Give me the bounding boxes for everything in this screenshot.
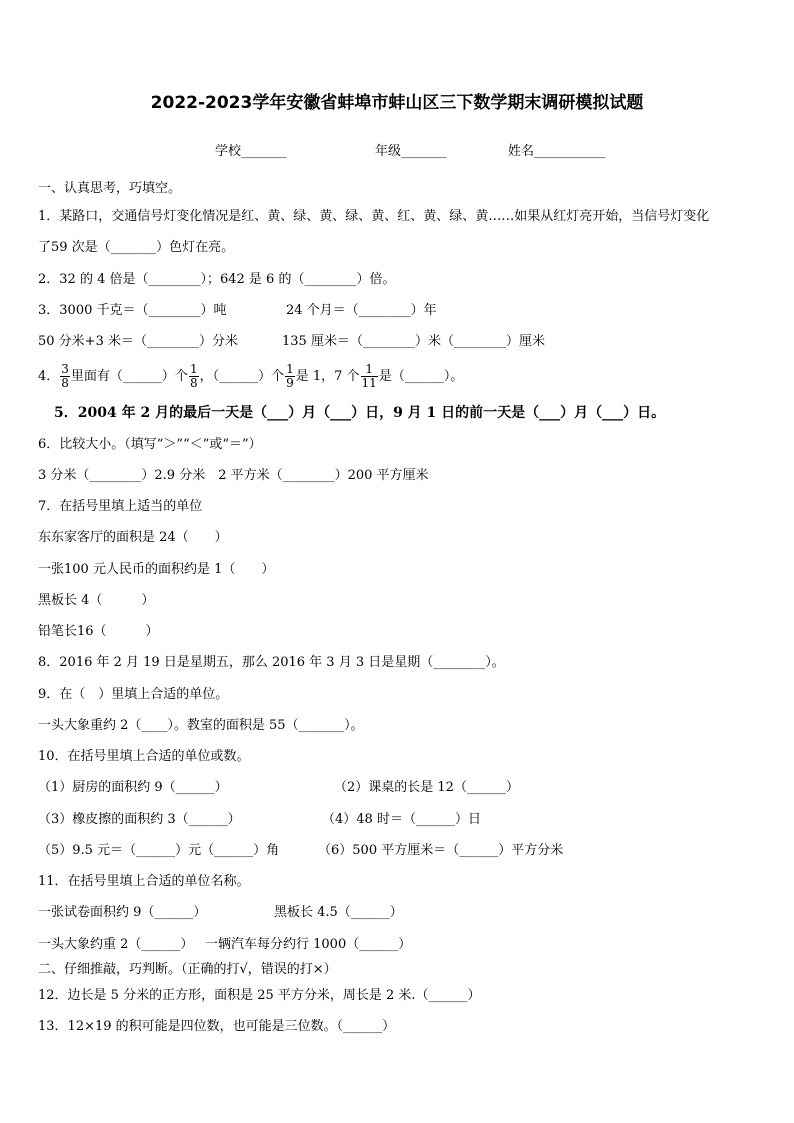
question-8: 8．2016 年 2 月 19 日是星期五，那么 2016 年 3 月 3 日是星期（________）。	[38, 655, 505, 670]
question-4	[38, 358, 463, 396]
question-10-part-1: （1）厨房的面积约 9（______）	[38, 780, 228, 795]
question-9-line-1: 9．在（ ）里填上合适的单位。	[38, 687, 229, 702]
question-4-text-2: ，（______）个	[199, 369, 285, 384]
question-7-line-1: 7．在括号里填上适当的单位	[38, 499, 203, 514]
question-4-prefix: 4．	[38, 369, 60, 384]
question-3-part-c: 50 分米+3 米＝（________）分米	[38, 334, 238, 349]
question-11-part-d: 一辆汽车每分约行 1000（______）	[205, 937, 412, 952]
question-12: 12．边长是 5 分米的正方形，面积是 25 平方分米，周长是 2 米.（______）	[38, 988, 481, 1003]
question-10-part-2: （2）课桌的长是 12（______）	[334, 780, 519, 795]
question-4-text-3: 是 1，7 个	[295, 369, 360, 384]
question-7-part-a: 东东家客厅的面积是 24（ ）	[38, 530, 228, 545]
question-1-line-1: 1．某路口，交通信号灯变化情况是红、黄、绿、黄、绿、黄、红、黄、绿、黄……如果从红灯亮开始，当信号灯变化	[38, 209, 710, 224]
school-field[interactable]: 学校_______	[215, 144, 287, 159]
question-1-line-2: 了59 次是（_______）色灯在亮。	[38, 240, 235, 255]
question-3-part-a: 3．3000 千克＝（________）吨	[38, 303, 227, 318]
question-5: 5．2004 年 2 月的最后一天是（___）月（___）日，9 月 1 日的前一天是（___）月（___）日。	[54, 405, 666, 421]
question-7-part-c: 黑板长 4（ ）	[38, 593, 155, 608]
question-11-part-b: 黑板长 4.5（______）	[274, 905, 403, 920]
page-title: 2022-2023学年安徽省蚌埠市蚌山区三下数学期末调研模拟试题	[150, 93, 644, 113]
fraction-1-8: $\frac{1}{8}$	[189, 362, 198, 390]
name-field[interactable]: 姓名___________	[508, 144, 606, 159]
question-10-line-1: 10．在括号里填上合适的单位或数。	[38, 749, 250, 764]
fraction-1-11: $\frac{1}{11}$	[361, 362, 377, 390]
question-10-part-4: （4）48 时＝（______）日	[322, 812, 481, 827]
question-4-text-1: 里面有（______）个	[70, 369, 188, 384]
question-6-line-2: 3 分米（________）2.9 分米 2 平方米（________）200 平方厘米	[38, 468, 429, 483]
fraction-3-8: $\frac{3}{8}$	[61, 362, 69, 390]
question-3-part-b: 24 个月＝（________）年	[286, 303, 437, 318]
question-10-part-3: （3）橡皮擦的面积约 3（______）	[38, 812, 241, 827]
question-10-part-5: （5）9.5 元＝（______）元（______）角	[38, 843, 280, 858]
question-2: 2．32 的 4 倍是（________）；642 是 6 的（________）倍。	[38, 272, 396, 287]
question-7-part-d: 铅笔长16（ ）	[38, 624, 159, 639]
question-4-text-4: 是（______）。	[378, 369, 464, 384]
question-3-part-d: 135 厘米＝（________）米（________）厘米	[282, 334, 545, 349]
section-2-heading: 二、仔细推敲，巧判断。（正确的打√，错误的打×）	[38, 962, 337, 977]
question-7-part-b: 一张100 元人民币的面积约是 1（ ）	[38, 562, 275, 577]
question-11-part-c: 一头大象约重 2（______）	[38, 937, 194, 952]
section-1-heading: 一、认真思考，巧填空。	[38, 181, 182, 196]
question-13: 13．12×19 的积可能是四位数，也可能是三位数。（______）	[38, 1019, 396, 1034]
question-10-part-6: （6）500 平方厘米＝（______）平方分米	[318, 843, 564, 858]
question-6-line-1: 6．比较大小。（填写“＞”“＜”或“＝”）	[38, 437, 262, 452]
fraction-1-9: $\frac{1}{9}$	[286, 362, 294, 390]
question-9-line-2: 一头大象重约 2（____）。教室的面积是 55（_______）。	[38, 718, 364, 733]
grade-field[interactable]: 年级_______	[375, 144, 447, 159]
question-11-part-a: 一张试卷面积约 9（______）	[38, 905, 207, 920]
question-11-line-1: 11．在括号里填上合适的单位名称。	[38, 874, 250, 889]
